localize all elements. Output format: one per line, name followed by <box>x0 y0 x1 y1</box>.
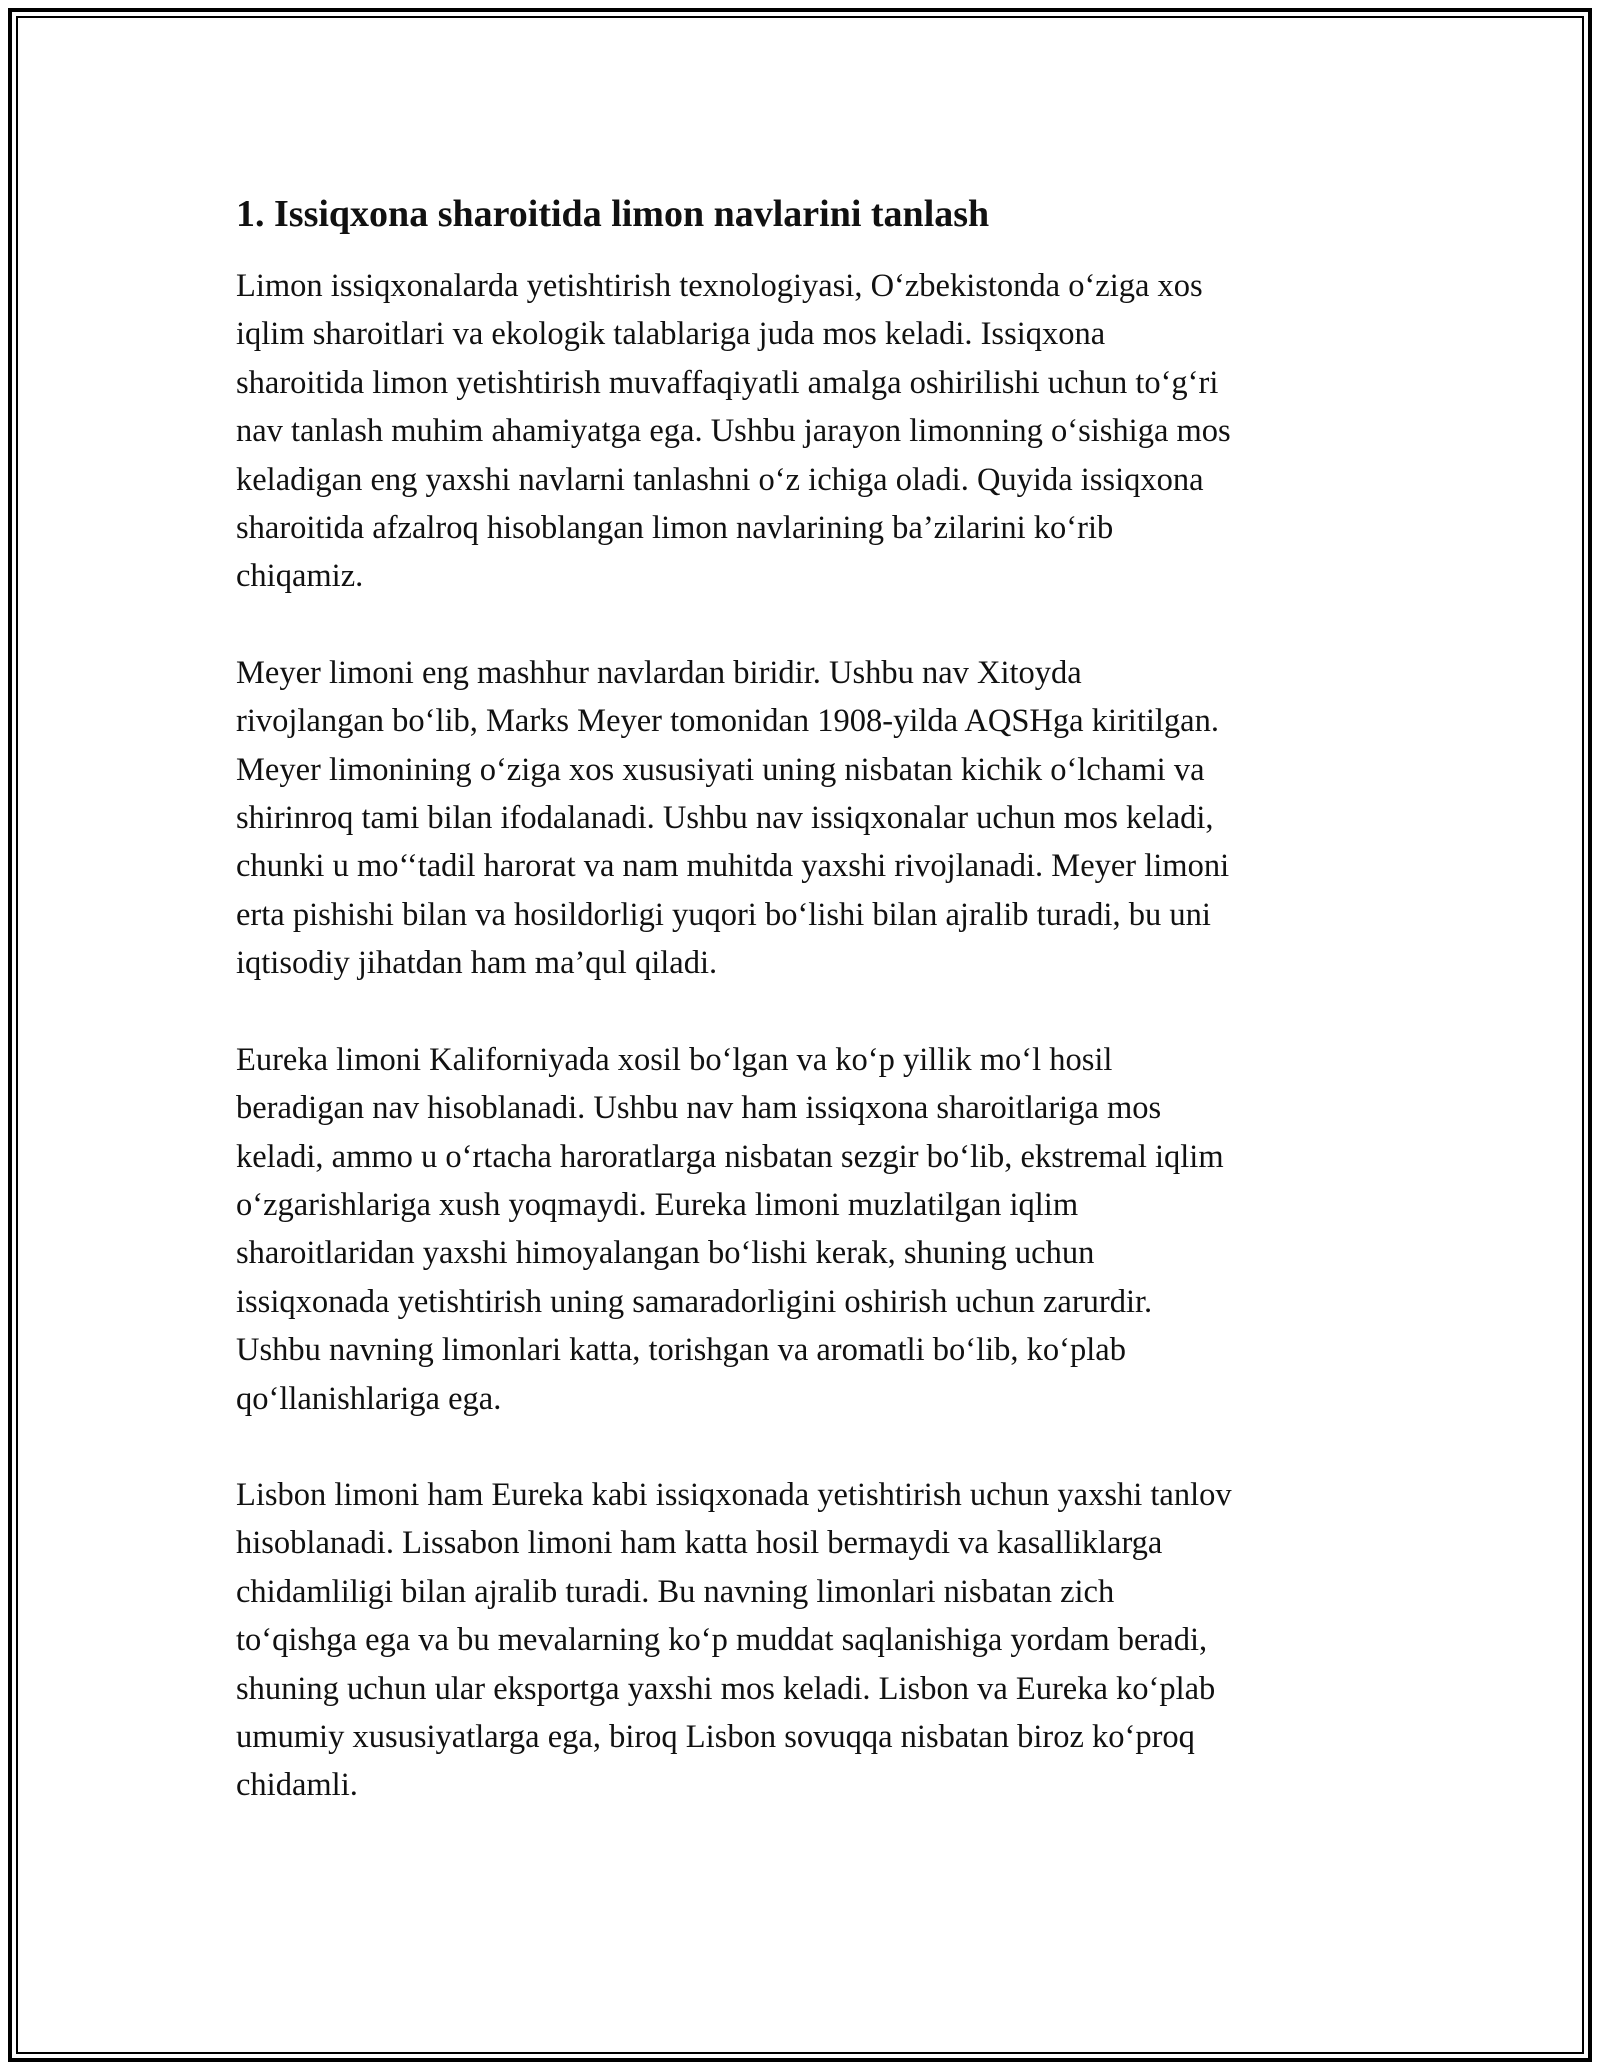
paragraph-lisbon-lemon: Lisbon limoni ham Eureka kabi issiqxonada yetishtirish uchun yaxshi tanlov hisoblanadi. Lissabon limoni ham katta hosil bermaydi va kasalliklarga chidamliligi bilan ajralib turadi. Bu navning limonlari nisbatan zich to‘qishga ega va bu mevalarning ko‘p muddat saqlanishiga yordam beradi, shuning uchun ular eksportga yaxshi mos keladi. Lisbon va Eureka ko‘plab umumiy xususiyatlarga ega, biroq Lisbon sovuqqa nisbatan biroz ko‘proq chidamli. <box>236 1476 1232 1804</box>
paragraph-meyer-lemon: Meyer limoni eng mashhur navlardan biridir. Ushbu nav Xitoyda rivojlangan bo‘lib, Marks Meyer tomonidan 1908-yilda AQSHga kiritilgan. Meyer limonining o‘ziga xos xususiyati uning nisbatan kichik o‘lchami va shirinroq tami bilan ifodalanadi. Ushbu nav issiqxonalar uchun mos keladi, chunki u mo‘‘tadil harorat va nam muhitda yaxshi rivojlanadi. Meyer limoni erta pishishi bilan va hosildorligi yuqori bo‘lishi bilan ajralib turadi, bu uni iqtisodiy jihatdan ham ma’qul qiladi. <box>236 654 1230 982</box>
paragraph-intro: Limon issiqxonalarda yetishtirish texnologiyasi, O‘zbekistonda o‘ziga xos iqlim sharoitlari va ekologik talablariga juda mos keladi. Issiqxona sharoitida limon yetishtirish muvaffaqiyatli amalga oshirilishi uchun to‘g‘ri nav tanlash muhim ahamiyatga ega. Ushbu jarayon limonning o‘sishiga mos keladigan eng yaxshi navlarni tanlashni o‘z ichiga oladi. Quyida issiqxona sharoitida afzalroq hisoblangan limon navlarining ba’zilarini ko‘rib chiqamiz. <box>236 268 1231 595</box>
section-heading: 1. Issiqxona sharoitida limon navlarini tanlash <box>236 193 990 235</box>
paragraph-eureka-lemon: Eureka limoni Kaliforniyada xosil bo‘lgan va ko‘p yillik mo‘l hosil beradigan nav hisoblanadi. Ushbu nav ham issiqxona sharoitlariga mos keladi, ammo u o‘rtacha haroratlarga nisbatan sezgir bo‘lib, ekstremal iqlim o‘zgarishlariga xush yoqmaydi. Eureka limoni muzlatilgan iqlim sharoitlaridan yaxshi himoyalangan bo‘lishi kerak, shuning uchun issiqxonada yetishtirish uning samaradorligini oshirish uchun zarurdir. Ushbu navning limonlari katta, torishgan va aromatli bo‘lib, ko‘plab qo‘llanishlariga ega. <box>236 1041 1224 1417</box>
document-body <box>236 188 1364 1810</box>
